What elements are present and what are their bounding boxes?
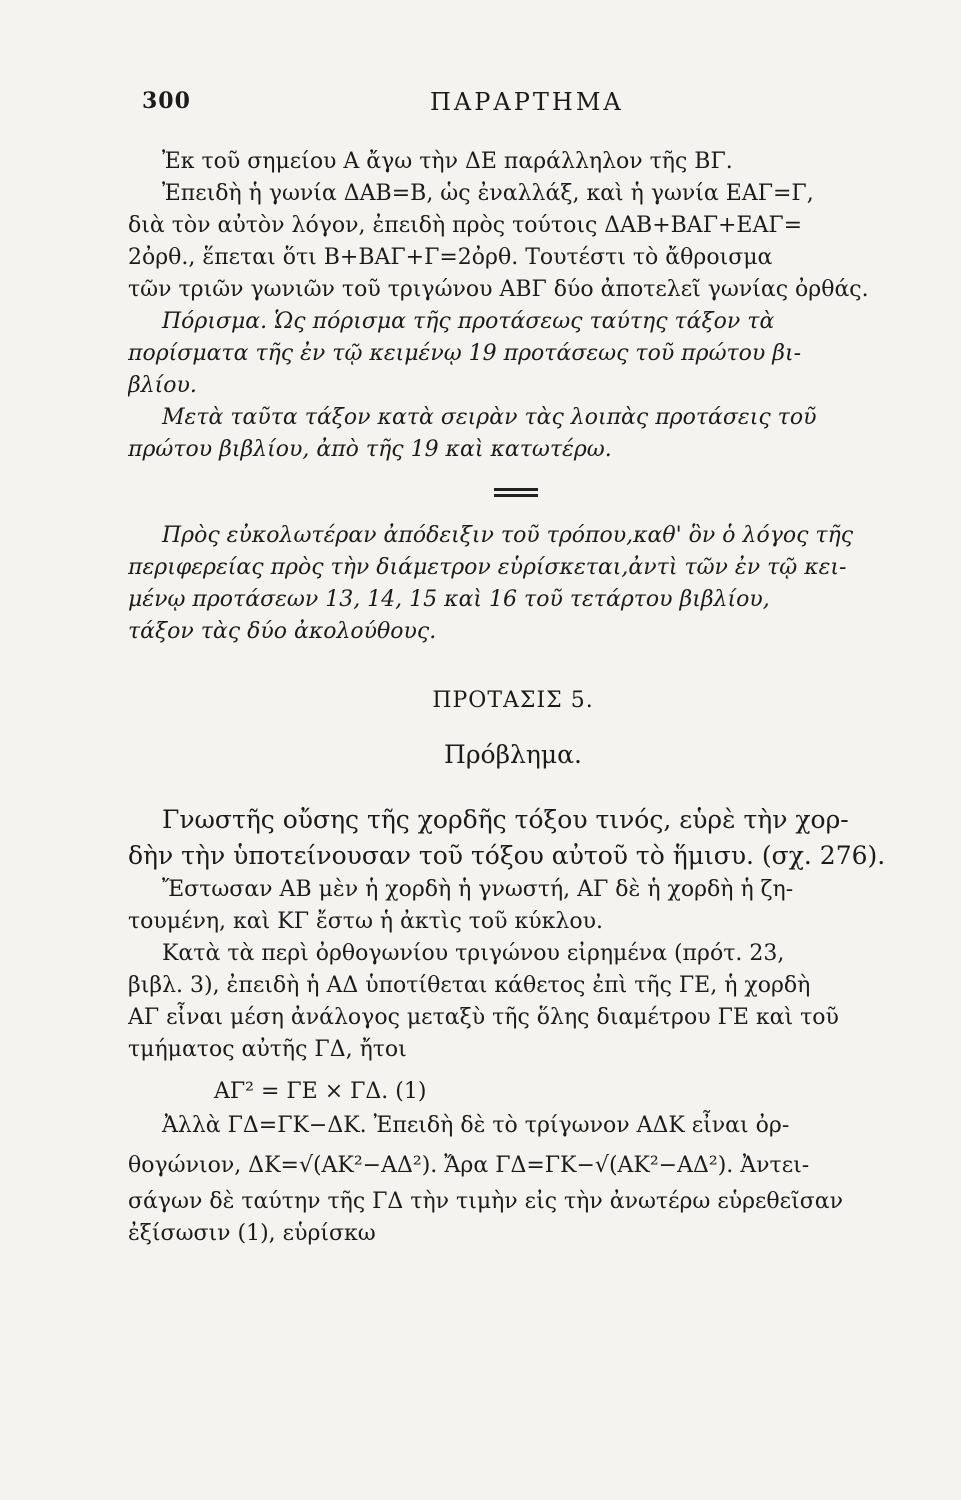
text-line: Πρὸς εὐκολωτέραν ἀπόδειξιν τοῦ τρόπου,καθ' ὃν ὁ λόγος τῆς [162, 523, 854, 548]
text-line: τμήματος αὐτῆς ΓΔ, ἤτοι [128, 1037, 407, 1062]
text-line: ΑΓ εἶναι μέση ἀνάλογος μεταξὺ τῆς ὅλης διαμέτρου ΓΕ καὶ τοῦ [128, 1005, 839, 1030]
text-line: βιβλ. 3), ἐπειδὴ ἡ ΑΔ ὑποτίθεται κάθετος ἐπὶ τῆς ΓΕ, ἡ χορδὴ [128, 973, 811, 998]
text-line: Ἐκ τοῦ σημείου Α ἄγω τὴν ΔΕ παράλληλον τῆς ΒΓ. [162, 149, 733, 174]
page-number: 300 [142, 88, 191, 114]
text-line: Κατὰ τὰ περὶ ὀρθογωνίου τριγώνου εἰρημένα (πρότ. 23, [162, 941, 785, 966]
text-line: Ἐπειδὴ ἡ γωνία ΔΑΒ=Β, ὡς ἐναλλάξ, καὶ ἡ γωνία ΕΑΓ=Γ, [162, 181, 814, 206]
text-line: διὰ τὸν αὐτὸν λόγον, ἐπειδὴ πρὸς τούτοις ΔΑΒ+ΒΑΓ+ΕΑΓ= [128, 213, 803, 238]
paragraph-block-2 [128, 520, 898, 648]
text-line: ἐξίσωσιν (1), εὑρίσκω [128, 1221, 376, 1246]
text-line: Πόρισμα. Ὡς πόρισμα τῆς προτάσεως ταύτης τάξον τὰ [162, 309, 775, 334]
text-line: πορίσματα τῆς ἐν τῷ κειμένῳ 19 προτάσεως τοῦ πρώτου βι- [128, 341, 802, 366]
text-line: βλίου. [128, 373, 197, 398]
problem-statement [128, 802, 898, 874]
text-line: 2ὀρθ., ἕπεται ὅτι Β+ΒΑΓ+Γ=2ὀρθ. Τουτέστι τὸ ἄθροισμα [128, 245, 773, 270]
text-line: μένῳ προτάσεων 13, 14, 15 καὶ 16 τοῦ τετάρτου βιβλίου, [128, 587, 770, 612]
paragraph-block-1 [128, 146, 898, 466]
paragraph-block-3 [128, 874, 898, 1066]
text-line: περιφερείας πρὸς τὴν διάμετρον εὑρίσκεται,ἀντὶ τῶν ἐν τῷ κει- [128, 555, 847, 580]
text-line: δὴν τὴν ὑποτείνουσαν τοῦ τόξου αὐτοῦ τὸ ἥμισυ. (σχ. 276). [128, 841, 886, 870]
proposition-title: ΠΡΟΤΑΣΙΣ 5. [432, 688, 594, 713]
problem-title: Πρόβλημα. [444, 740, 582, 769]
text-line: τάξον τὰς δύο ἀκολούθους. [128, 619, 437, 644]
text-line: πρώτου βιβλίου, ἀπὸ τῆς 19 καὶ κατωτέρω. [128, 437, 612, 462]
text-line: τουμένη, καὶ ΚΓ ἔστω ἡ ἀκτὶς τοῦ κύκλου. [128, 909, 603, 934]
text-line: Γνωστῆς οὔσης τῆς χορδῆς τόξου τινός, εὑρὲ τὴν χορ- [162, 805, 849, 834]
running-title: ΠΑΡΑΡΤΗΜΑ [430, 88, 624, 116]
text-line: Ἔστωσαν ΑΒ μὲν ἡ χορδὴ ἡ γνωστή, ΑΓ δὲ ἡ χορδὴ ἡ ζη- [162, 877, 794, 902]
equation-1: ΑΓ² = ΓΕ × ΓΔ. (1) [214, 1079, 427, 1104]
text-line: Μετὰ ταῦτα τάξον κατὰ σειρὰν τὰς λοιπὰς προτάσεις τοῦ [162, 405, 817, 430]
page-header [142, 88, 891, 128]
double-rule [494, 488, 538, 497]
paragraph-block-4 [128, 1110, 898, 1250]
text-line: Ἀλλὰ ΓΔ=ΓΚ−ΔΚ. Ἐπειδὴ δὲ τὸ τρίγωνον ΑΔΚ εἶναι ὀρ- [162, 1113, 790, 1138]
page-body [128, 146, 898, 1250]
text-line: θογώνιον, ΔΚ=√(ΑΚ²−ΑΔ²). Ἄρα ΓΔ=ΓΚ−√(ΑΚ²−ΑΔ²). Ἀντει- [128, 1153, 810, 1178]
text-line: τῶν τριῶν γωνιῶν τοῦ τριγώνου ΑΒΓ δύο ἀποτελεῖ γωνίας ὀρθάς. [128, 277, 869, 302]
section-separator [128, 466, 898, 520]
text-line: σάγων δὲ ταύτην τῆς ΓΔ τὴν τιμὴν εἰς τὴν ἀνωτέρω εὑρεθεῖσαν [128, 1189, 843, 1214]
